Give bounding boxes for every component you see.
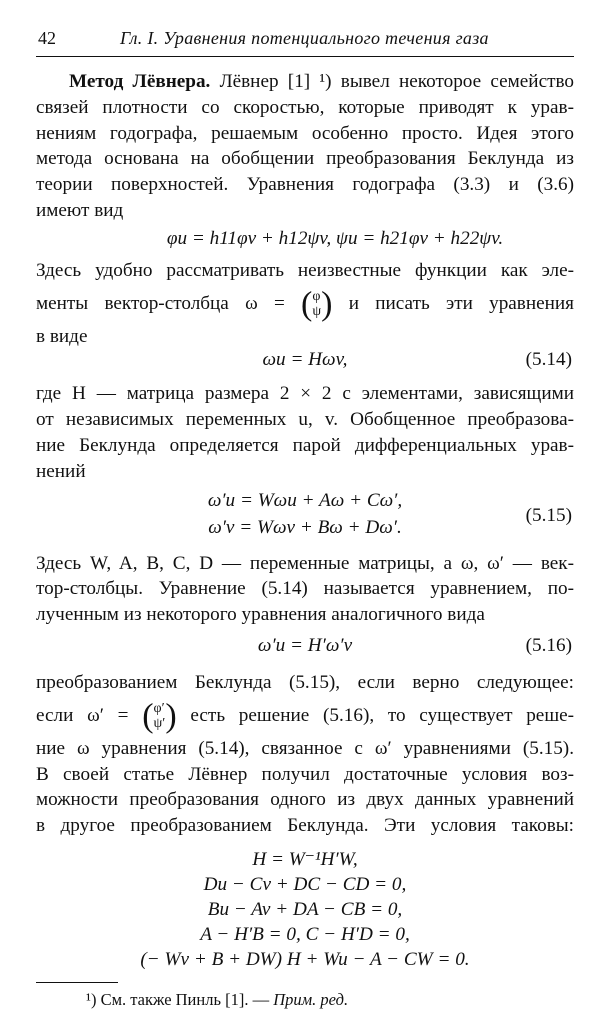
page-header [36, 22, 574, 57]
condition-line: H = W⁻¹H′W, [252, 848, 358, 870]
text-line: теории поверхностей. Уравнения годографа (3.3) и (3.6) [36, 174, 574, 196]
paragraph-conditions-intro: преобразованием Беклунда (5.15), если верно следующее: если ω′ = ( φ′ ψ′ ) есть решение (5.16), то существует реше- ние ω уравнения (5.14), связанное с ω′ уравнениями (5.15). В своей статье Лёвнер получил достаточные условия воз- можности преобразования одного из двух данных уравнений в другое преобразованием Беклунда. Эти условия таковы: [36, 670, 574, 839]
text-line: в виде [36, 325, 88, 347]
equation-number: (5.14) [525, 349, 572, 371]
paragraph-backlund [36, 381, 574, 484]
text-line: где H — матрица размера 2 × 2 с элементами, зависящими [36, 383, 574, 405]
section-lead: Метод Лёвнера. [69, 71, 211, 92]
paragraph-loewner-method [36, 69, 574, 224]
condition-line: A − H′B = 0, C − H′D = 0, [200, 923, 410, 945]
text-line: от независимых переменных u, v. Обобщенное преобразова- [36, 409, 574, 431]
equation-body: ωu = Hωv, [262, 349, 348, 371]
text-line: Здесь удобно рассматривать неизвестные функции как эле- [36, 259, 574, 281]
condition-line: Bu − Av + DA − CB = 0, [207, 898, 403, 920]
text-line: ние Беклунда определяется парой дифференциальных урав- [36, 434, 574, 456]
condition-line: Du − Cv + DC − CD = 0, [203, 873, 407, 895]
footnote-note: Прим. ред. [273, 989, 349, 1009]
text-line: связей плотности со скоростью, которые приводят к урав- [36, 96, 574, 118]
text-line: Здесь W, A, B, C, D — переменные матрицы, а ω, ω′ — век- [36, 552, 574, 574]
text-line: Лёвнер [1] ¹) вывел некоторое семейство [219, 71, 575, 92]
equation-number: (5.16) [525, 634, 572, 656]
condition-line: (− Wv + B + DW) H + Wu − A − CW = 0. [140, 948, 470, 970]
paragraph-vector-form: Здесь удобно рассматривать неизвестные функции как эле- менты вектор-столбца ω = ( φ ψ ) и писать эти уравнения в виде [36, 258, 574, 350]
equation-hodograph: φu = h11φv + h12ψv, ψu = h21φv + h22ψv. [166, 227, 504, 249]
text-line: тор-столбцы. Уравнение (5.14) называется уравнением, по- [36, 578, 574, 600]
footnote-rule [36, 982, 118, 983]
page-number: 42 [38, 28, 56, 48]
paragraph-definition [36, 551, 574, 628]
equation-body: ω′u = H′ω′v [257, 634, 353, 656]
text-line: если ω′ = [36, 704, 129, 726]
equation-line: ω′u = Wωu + Aω + Cω′, [207, 489, 403, 511]
equation-line: ω′v = Wωv + Bω + Dω′. [208, 516, 402, 538]
loewner-conditions [36, 847, 574, 972]
text-line: имеют вид [36, 199, 124, 221]
text-line: в другое преобразованием Беклунда. Эти условия таковы: [36, 815, 574, 837]
text-line: можности преобразования одного из двух данных уравнений [36, 789, 574, 811]
text-line: и писать эти уравнения [348, 292, 575, 314]
footnote [86, 989, 574, 1011]
equation-5-14 [36, 343, 574, 377]
running-title: Гл. I. Уравнения потенциального течения газа [120, 28, 489, 48]
text-line: нениям годографа, решаемым особенно просто. Идея этого [36, 122, 574, 144]
book-page [36, 22, 574, 1011]
text-line: нений [36, 460, 86, 482]
text-line: есть решение (5.16), то существует реше- [190, 704, 575, 726]
equation-number: (5.15) [525, 504, 572, 526]
text-line: метода основана на обобщении преобразования Беклунда из [36, 148, 574, 170]
equation-5-16 [36, 628, 574, 664]
vector-omega-prime: φ′ ψ′ [153, 701, 166, 732]
text-line: преобразованием Беклунда (5.15), если верно следующее: [36, 671, 574, 693]
text-line: В своей статье Лёвнер получил достаточные условия воз- [36, 763, 574, 785]
text-line: ние ω уравнения (5.14), связанное с ω′ уравнениями (5.15). [36, 737, 574, 759]
equation-5-15 [36, 487, 574, 545]
text-line: менты вектор-столбца ω = [36, 292, 285, 314]
footnote-text: ¹) См. также Пинль [1]. — [86, 989, 270, 1009]
text-line: лученным из некоторого уравнения аналогичного вида [36, 604, 485, 626]
vector-omega: φ ψ [312, 289, 322, 320]
